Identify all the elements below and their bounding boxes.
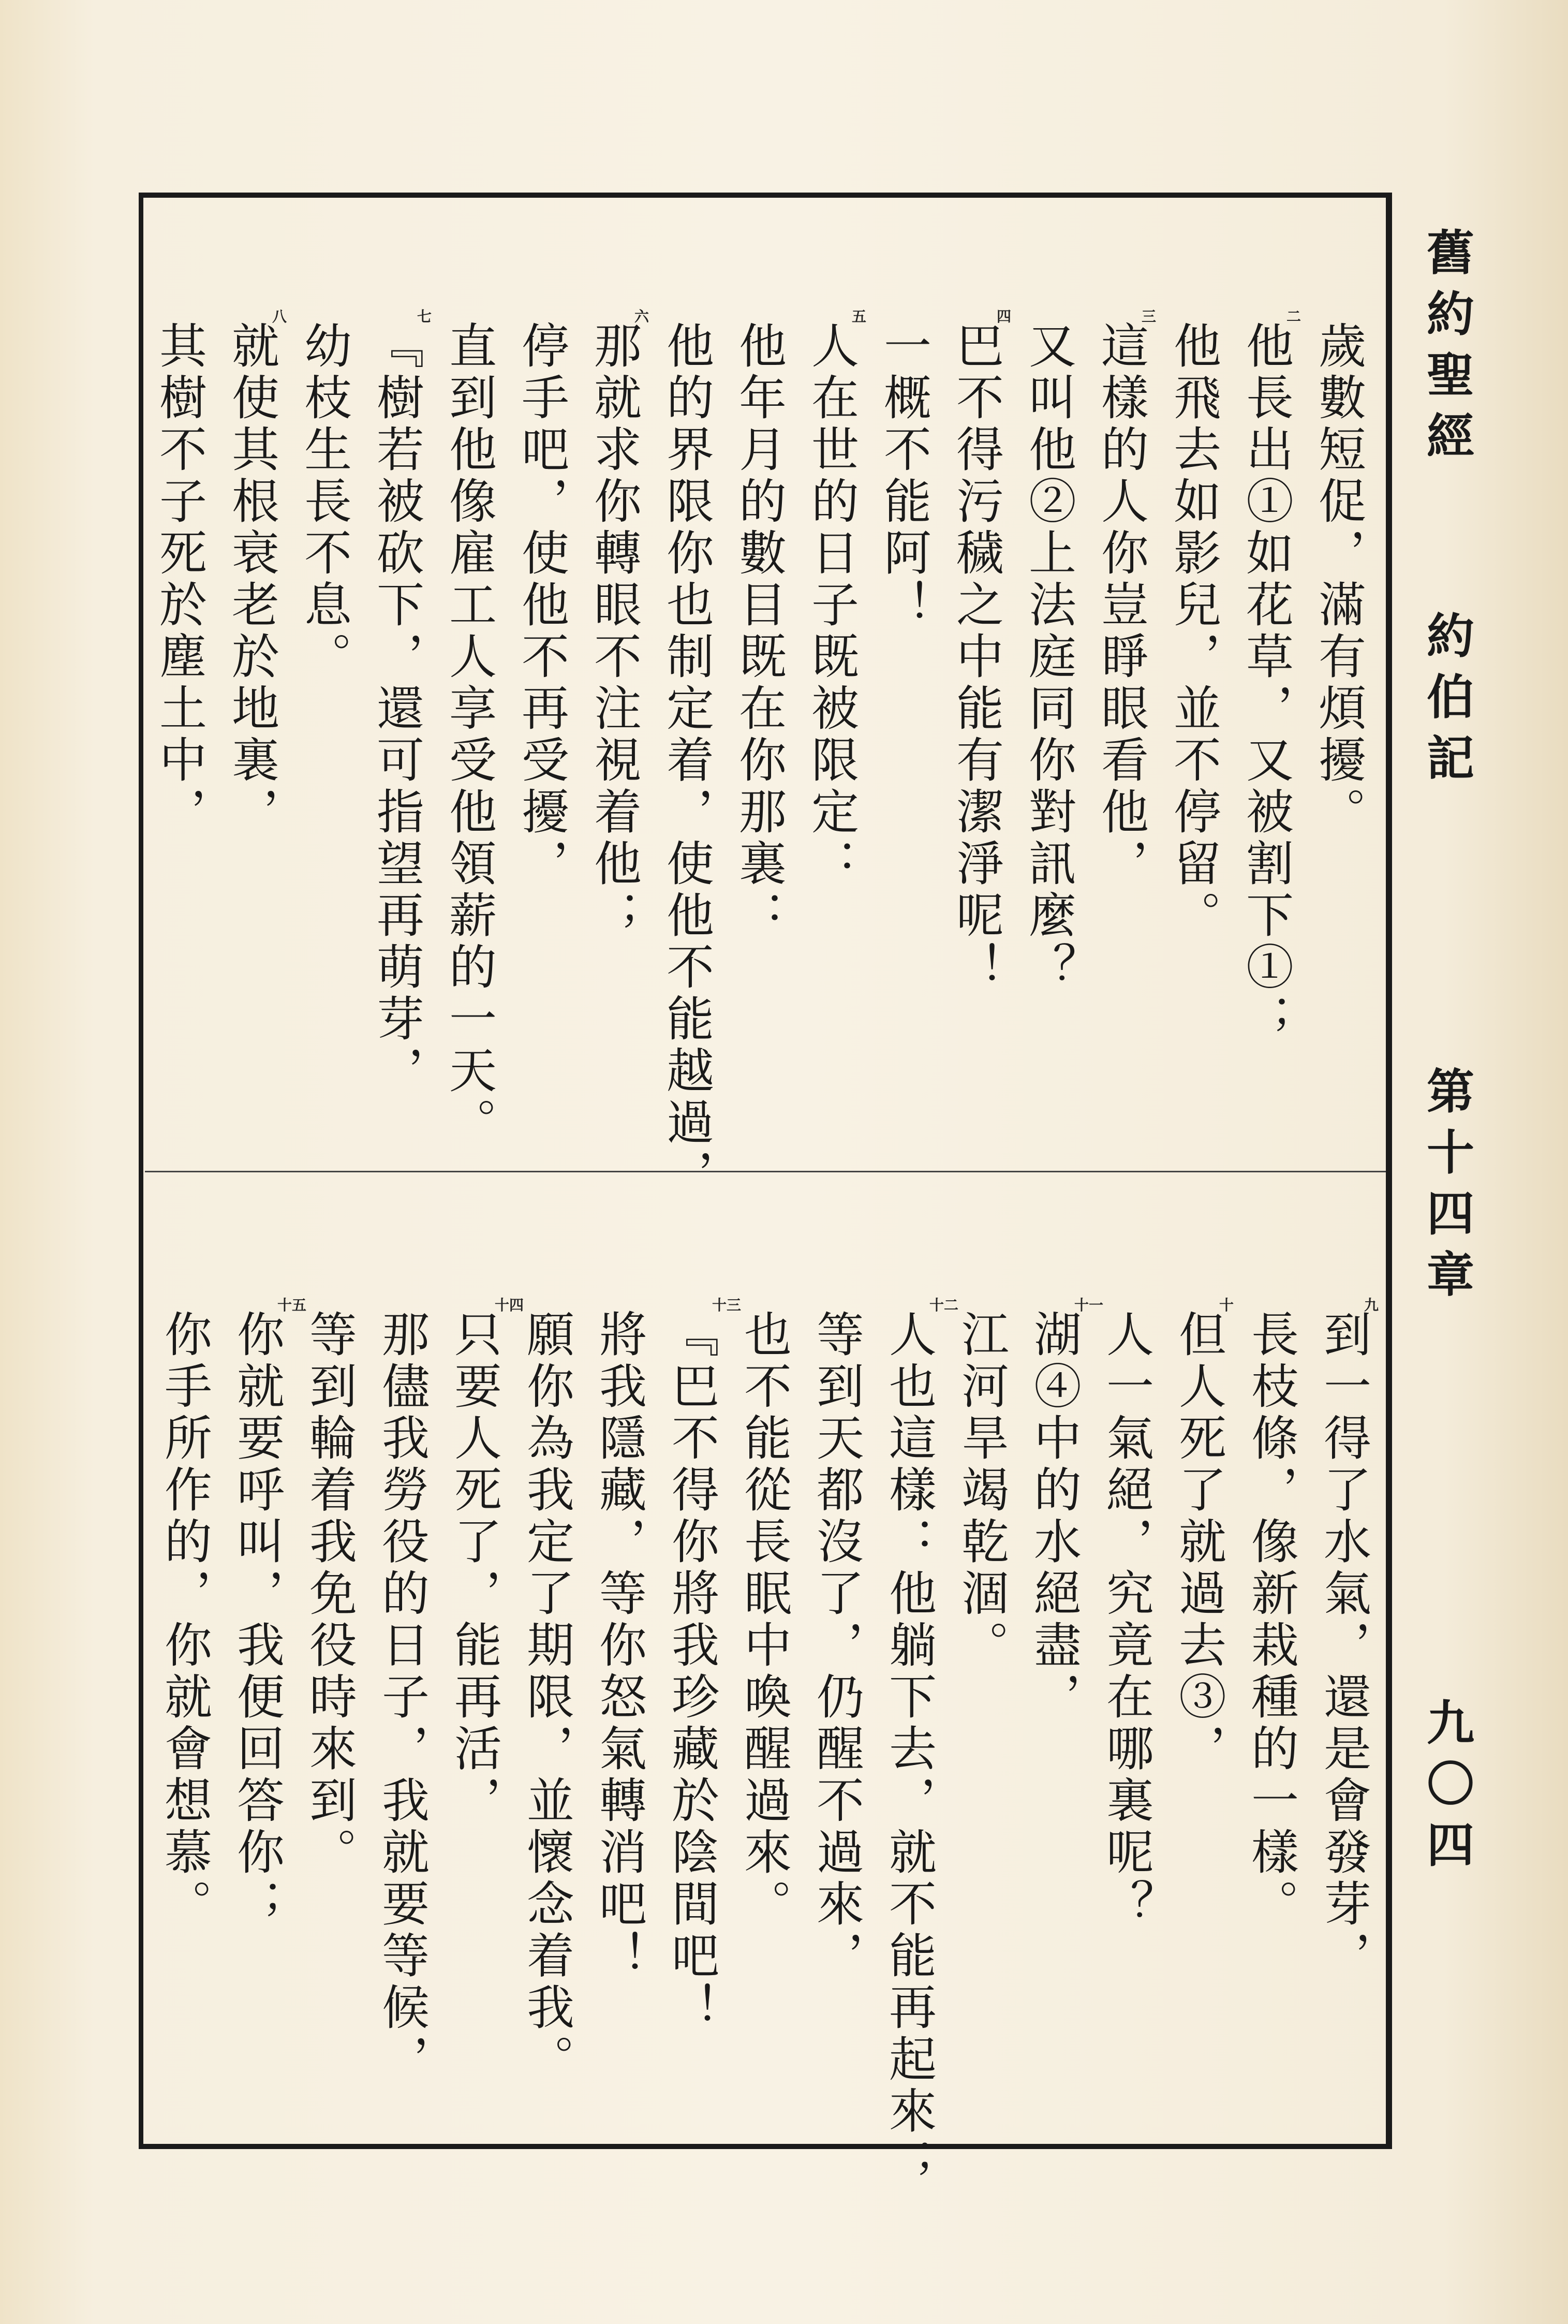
verse-line: 你就要呼叫，我便回答你； — [229, 1310, 285, 1931]
verse-line: 又叫他②上法庭同你對訊麼？ — [1021, 321, 1076, 994]
verse-line: 只要人死了，能再活， — [447, 1310, 502, 1827]
verse-line: 長枝條，像新栽種的一樣。 — [1244, 1310, 1299, 1931]
verse-number: 七 — [417, 308, 432, 325]
verse-line: 人也這樣：他躺下去，就不能再起來； — [881, 1310, 937, 2189]
verse-line: 他長出①如花草，又被割下①； — [1238, 321, 1294, 1046]
verse-number: 十四 — [495, 1297, 524, 1314]
verse-number: 四 — [997, 308, 1012, 325]
verse-line: 人一氣絕，究竟在哪裏呢？ — [1099, 1310, 1154, 1931]
verse-line: 巴不得污穢之中能有潔淨呢！ — [949, 321, 1004, 994]
verse-line: 他的界限你也制定着，使他不能越過， — [659, 321, 714, 1201]
verse-line: 也不能從長眠中喚醒過來。 — [736, 1310, 792, 1931]
verse-number: 五 — [852, 308, 867, 325]
header-divider — [1386, 193, 1391, 2149]
verse-line: 江河旱竭乾涸。 — [954, 1310, 1009, 1672]
verse-number: 十五 — [277, 1297, 307, 1314]
verse-line: 停手吧，使他不再受擾， — [514, 321, 569, 890]
verse-line: 幼枝生長不息。 — [297, 321, 352, 683]
verse-line: 願你為我定了期限，並懷念着我。 — [519, 1310, 574, 2086]
book-name: 約伯記 — [1419, 611, 1475, 794]
verse-line: 等到輪着我免役時來到。 — [302, 1310, 357, 1879]
verse-line: 等到天都沒了，仍醒不過來， — [809, 1310, 864, 1982]
verse-number: 八 — [272, 308, 287, 325]
verse-number: 十二 — [929, 1297, 959, 1314]
verse-line: 但人死了就過去③， — [1171, 1310, 1226, 1775]
verse-line: 一概不能阿！ — [876, 321, 931, 631]
verse-line: 那儘我勞役的日子，我就要等候， — [374, 1310, 430, 2086]
verse-line: 人在世的日子既被限定： — [804, 321, 859, 890]
verse-number: 三 — [1142, 308, 1157, 325]
verse-line: 你手所作的，你就會想慕。 — [157, 1310, 212, 1931]
verse-number: 九 — [1364, 1297, 1379, 1314]
verse-number: 十三 — [712, 1297, 742, 1314]
verse-line: 那就求你轉眼不注視着他； — [586, 321, 642, 942]
page-number: 九〇四 — [1419, 1698, 1475, 1881]
verse-line: 『樹若被砍下，還可指望再萌芽， — [369, 321, 424, 1097]
verse-line: 『巴不得你將我珍藏於陰間吧！ — [664, 1310, 719, 2034]
verse-line: 他年月的數目既在你那裏： — [731, 321, 787, 942]
verse-number: 十一 — [1074, 1297, 1104, 1314]
verse-line: 他飛去如影兒，並不停留。 — [1166, 321, 1221, 942]
verse-line: 這樣的人你豈睜眼看他， — [1093, 321, 1149, 890]
verse-number: 二 — [1286, 308, 1301, 325]
verse-line: 其樹不子死於塵土中， — [152, 321, 207, 839]
chapter-label: 第十四章 — [1419, 1066, 1475, 1311]
verse-number: 十 — [1219, 1297, 1234, 1314]
verse-line: 將我隱藏，等你怒氣轉消吧！ — [591, 1310, 647, 1982]
verse-number: 六 — [634, 308, 649, 325]
verse-line: 直到他像雇工人享受他領薪的一天。 — [441, 321, 497, 1149]
book-title: 舊約聖經 — [1419, 228, 1475, 472]
section-divider — [145, 1171, 1386, 1172]
verse-line: 歲數短促，滿有煩擾。 — [1311, 321, 1366, 839]
verse-line: 就使其根衰老於地裏， — [224, 321, 279, 839]
verse-line: 到一得了水氣，還是會發芽， — [1316, 1310, 1371, 1982]
verse-line: 湖④中的水絕盡， — [1026, 1310, 1082, 1724]
